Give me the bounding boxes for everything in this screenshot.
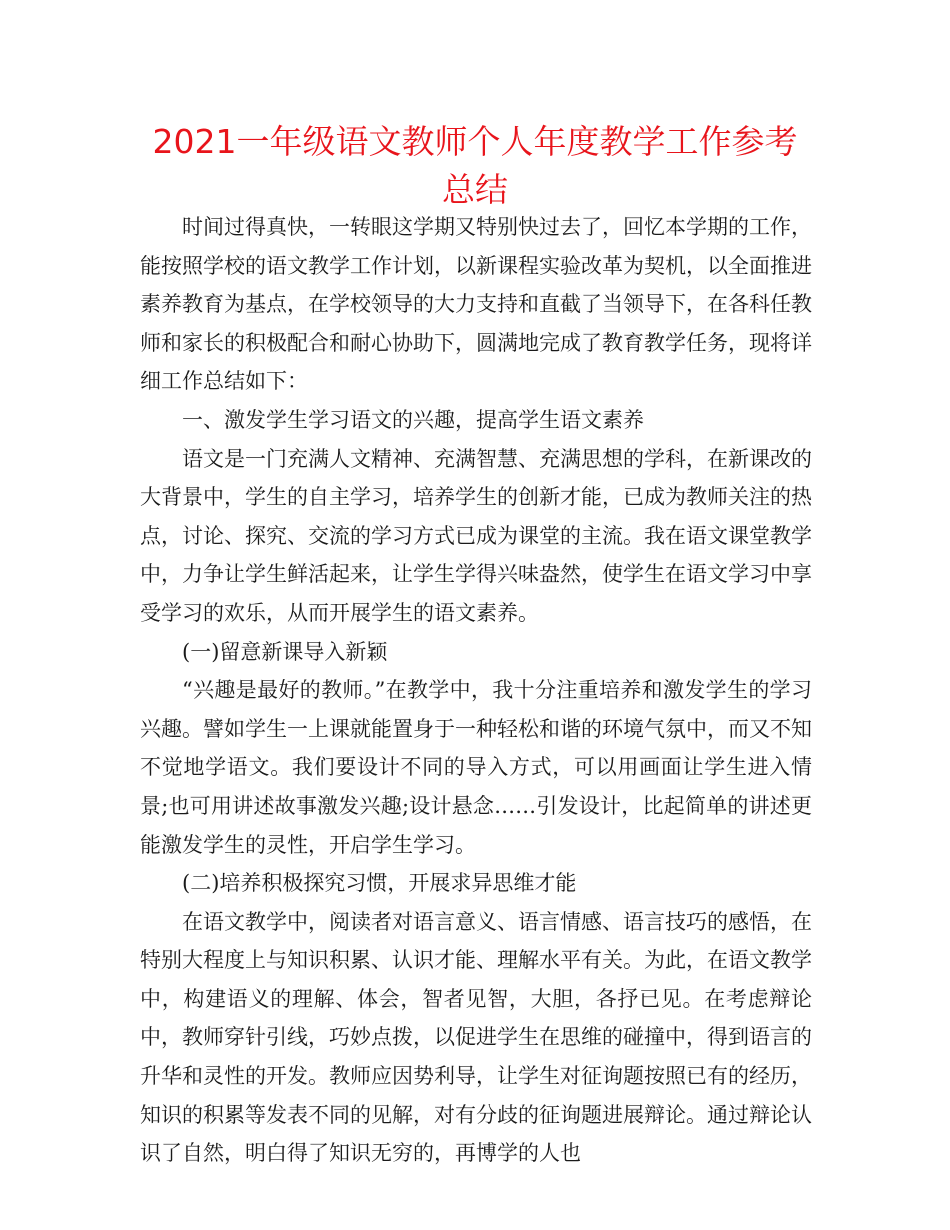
paragraph: 语文是一门充满人文精神、充满智慧、充满思想的学科，在新课改的大背景中，学生的自主学习，培养学生的创新才能，已成为教师关注的热点，讨论、探究、交流的学习方式已成为课堂的主流。我在语文课堂教学中，力争让学生鲜活起来，让学生学得兴味盎然，使学生在语文学习中享受学习的欢乐，从而开展学生的语文素养。 bbox=[140, 446, 812, 625]
document-body bbox=[140, 208, 812, 1173]
paragraph-intro: 时间过得真快，一转眼这学期又特别快过去了，回忆本学期的工作，能按照学校的语文教学工作计划，以新课程实验改革为契机，以全面推进素养教育为基点，在学校领导的大力支持和直截了当领导下，在各科任教师和家长的积极配合和耐心协助下，圆满地完成了教育教学任务，现将详细工作总结如下： bbox=[140, 215, 812, 394]
section-heading-1: 一、激发学生学习语文的兴趣，提高学生语文素养 bbox=[182, 407, 644, 432]
subsection-heading-1: (一)留意新课导入新颖 bbox=[182, 639, 388, 664]
paragraph: “兴趣是最好的教师。”在教学中，我十分注重培养和激发学生的学习兴趣。譬如学生一上课就能置身于一种轻松和谐的环境气氛中，而又不知不觉地学语文。我们要设计不同的导入方式，可以用画面让学生进入情景;也可用讲述故事激发兴趣;设计悬念……引发设计，比起简单的讲述更能激发学生的灵性，开启学生学习。 bbox=[140, 678, 812, 857]
document-title: 2021一年级语文教师个人年度教学工作参考总结 bbox=[152, 122, 798, 209]
subsection-heading-2: (二)培养积极探究习惯，开展求异思维才能 bbox=[182, 871, 577, 896]
paragraph: 在语文教学中，阅读者对语言意义、语言情感、语言技巧的感悟，在特别大程度上与知识积累、认识才能、理解水平有关。为此，在语文教学中，构建语义的理解、体会，智者见智，大胆，各抒已见。在考虑辩论中，教师穿针引线，巧妙点拨，以促进学生在思维的碰撞中，得到语言的升华和灵性的开发。教师应因势利导，让学生对征询题按照已有的经历，知识的积累等发表不同的见解，对有分歧的征询题进展辩论。通过辩论认识了自然，明白得了知识无穷的，再博学的人也 bbox=[140, 909, 812, 1166]
